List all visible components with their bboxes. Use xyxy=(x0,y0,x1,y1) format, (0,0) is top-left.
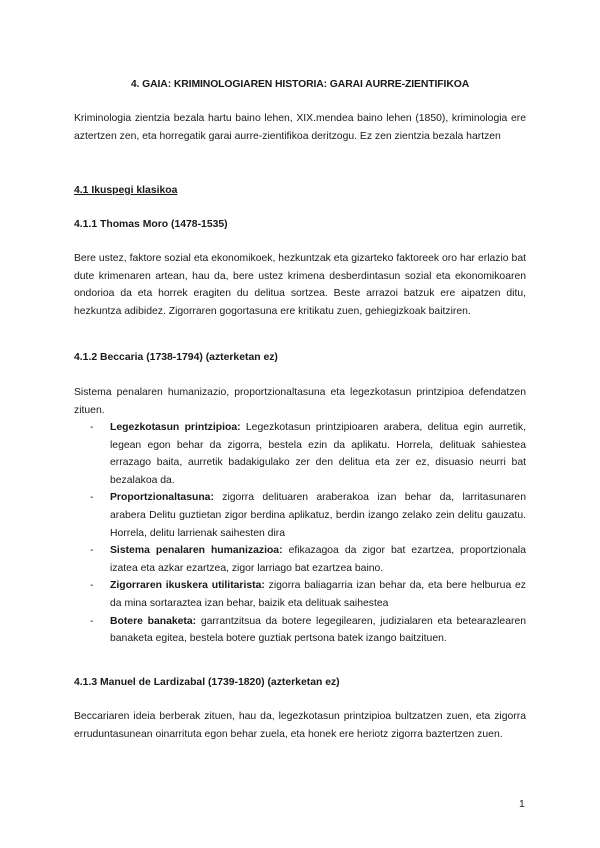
section-heading-4-1-3: 4.1.3 Manuel de Lardizabal (1739-1820) (azterketan ez) xyxy=(74,677,340,688)
dash-bullet: - xyxy=(90,545,94,557)
section-heading-4-1-2: 4.1.2 Beccaria (1738-1794) (azterketan ez) xyxy=(74,352,278,363)
list-item xyxy=(74,542,526,577)
dash-bullet: - xyxy=(90,422,94,433)
bullet-term: Zigorraren ikuskera utilitarista: xyxy=(110,580,265,592)
bullet-term: Proportzionaltasuna: xyxy=(110,492,214,504)
list-item xyxy=(74,613,526,648)
bullet-text: zigorra baliagarria izan behar da, eta bere helburua ez da mina sortaraztea izan behar, baizik eta delituak saihestea xyxy=(110,580,526,609)
list-item xyxy=(74,577,526,612)
bullet-term: Sistema penalaren humanizazioa: xyxy=(110,545,283,557)
dash-bullet: - xyxy=(90,580,94,592)
bullet-term: Botere banaketa: xyxy=(110,615,197,627)
intro-paragraph: Kriminologia zientzia bezala hartu baino lehen, XIX.mendea baino lehen (1850), kriminologia ere aztertzen zen, eta horregatik garai aurre-zientifikoa deritzogu. Ez zen zientzia bezala hartzen xyxy=(74,113,526,142)
dash-bullet: - xyxy=(90,615,94,627)
bullet-term: Legezkotasun printzipioa: xyxy=(110,422,241,433)
bullet-text: efikazagoa da zigor bat ezartzea, proportzionala izatea eta azkar ezartzea, zigor larriago bat ezartzea baino. xyxy=(110,545,526,574)
beccaria-paragraph: Sistema penalaren humanizazio, proportzionaltasuna eta legezkotasun printzipioa defendatzen zituen. xyxy=(74,387,526,416)
lardizabal-paragraph: Beccariaren ideia berberak zituen, hau da, legezkotasun printzipioa bultzatzen zuen, eta zigorra erruduntasunean oinarrituta egon behar zuela, eta honek ere heriotz zigorra baztertzen zuen. xyxy=(74,711,526,740)
section-heading-4-1: 4.1 Ikuspegi klasikoa xyxy=(74,185,178,196)
dash-bullet: - xyxy=(90,492,94,504)
beccaria-principles-list xyxy=(74,419,526,648)
section-heading-4-1-1: 4.1.1 Thomas Moro (1478-1535) xyxy=(74,219,228,230)
page-number: 1 xyxy=(519,799,525,810)
bullet-text: zigorra delituaren araberakoa izan behar da, larritasunaren arabera Delitu guztietan zigor berdina aplikatuz, berdin izango zelako zein delitu gauzatu. Horrela, delitu larrienak saihesten dira xyxy=(110,492,526,539)
list-item xyxy=(74,489,526,542)
bullet-text: garrantzitsua da botere legegilearen, judizialaren eta betearazlearen banaketa egitea, bestela botere guztiak pertsona batek izango baitzituen. xyxy=(110,615,527,645)
list-item xyxy=(74,419,526,489)
page-title: 4. GAIA: KRIMINOLOGIAREN HISTORIA: GARAI AURRE-ZIENTIFIKOA xyxy=(130,79,470,90)
thomas-moro-paragraph: Bere ustez, faktore sozial eta ekonomikoek, hezkuntzak eta gizarteko faktoreek oro har erlazio bat dute krimenaren artean, hau da, bere ustez krimena desberdintasun sozial eta ekonomikoaren ondorioa da eta horrek eragiten du delitua sortzea. Beste arrazoi batzuk ere aipatzen ditu, hezkuntza adibidez. Zigorraren gogortasuna ere kritikatu zuen, gehiegizkoak baitziren. xyxy=(74,253,526,317)
bullet-text: Legezkotasun printzipioaren arabera, delitua egin aurretik, legean egon behar da zigorra, bestela ezin da aplikatu. Horrela, delituak sahiestea errazago baita, aurretik badakigulako zer den delitua eta zer ez, disuasio neurri bat bezalakoa da. xyxy=(110,422,526,486)
